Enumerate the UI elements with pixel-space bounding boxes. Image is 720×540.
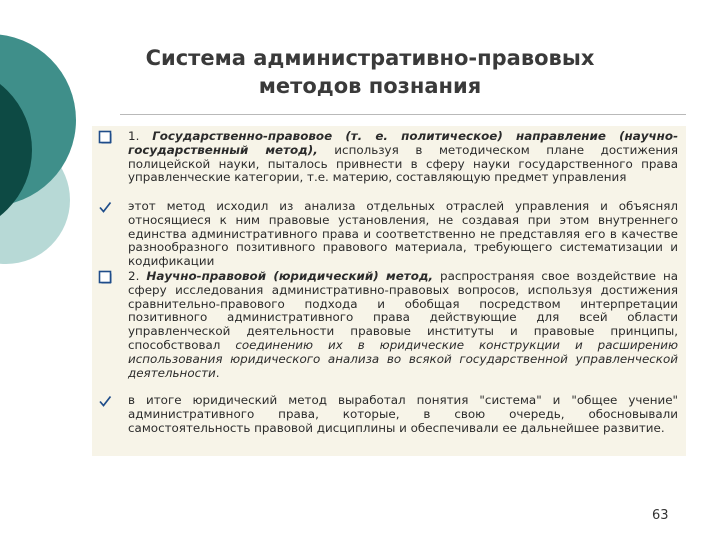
item-italic-tail: соединению их в юридические конструкции и расширению использования юридического анализа во всякой государственной управленческой деятельности	[128, 337, 679, 380]
item-number: 2.	[128, 269, 147, 283]
item-text	[128, 130, 678, 185]
item-number: 1.	[128, 129, 153, 143]
title-line-2: методов познания	[258, 74, 482, 98]
item-body: используя в методическом плане достижения полицейской науки, пыталось привнести в сферу науки государственного права управленческие категории, т.е. материю, составляющую предмет управления	[128, 142, 678, 185]
item-text: этот метод исходил из анализа отдельных отраслей управления и объяснял относящиеся к ним правовые установления, не создавая при этом внутреннего единства административного права и соответственно не представляя его в качестве разнообразного позитивного правового материала, требующего систематизации и кодификации	[128, 199, 678, 269]
content-box	[92, 126, 686, 456]
page-number: 63	[652, 508, 669, 523]
slide-title	[110, 44, 630, 100]
item-text	[128, 270, 678, 380]
item-text: в итоге юридический метод выработал понятия "система" и "общее учение" административного права, которые, в свою очередь, обосновывали самостоятельность правовой дисциплины и обеспечивали ее дальнейшее развитие.	[128, 393, 678, 435]
item-end: .	[215, 365, 220, 380]
checkmark-icon	[98, 394, 112, 408]
title-line-1: Система административно-правовых	[145, 46, 595, 70]
checkmark-icon	[98, 200, 112, 214]
square-checkbox-icon	[98, 270, 112, 284]
item-body: распространяя свое воздействие на сферу исследования административно-правовых вопросов, используя достижения сравнительно-правового подхода и обобщая посредством интерпретации позитивного административного права действующие для всей области управленческой деятельности правовые институты и правовые принципы, способствовал	[128, 269, 679, 352]
title-divider	[120, 114, 686, 115]
method-name: Научно-правовой (юридический) метод,	[146, 269, 433, 283]
method-name: Государственно-правовое (т. е. политическое) направление (научно-государственный метод),	[128, 129, 679, 157]
square-checkbox-icon	[98, 130, 112, 144]
